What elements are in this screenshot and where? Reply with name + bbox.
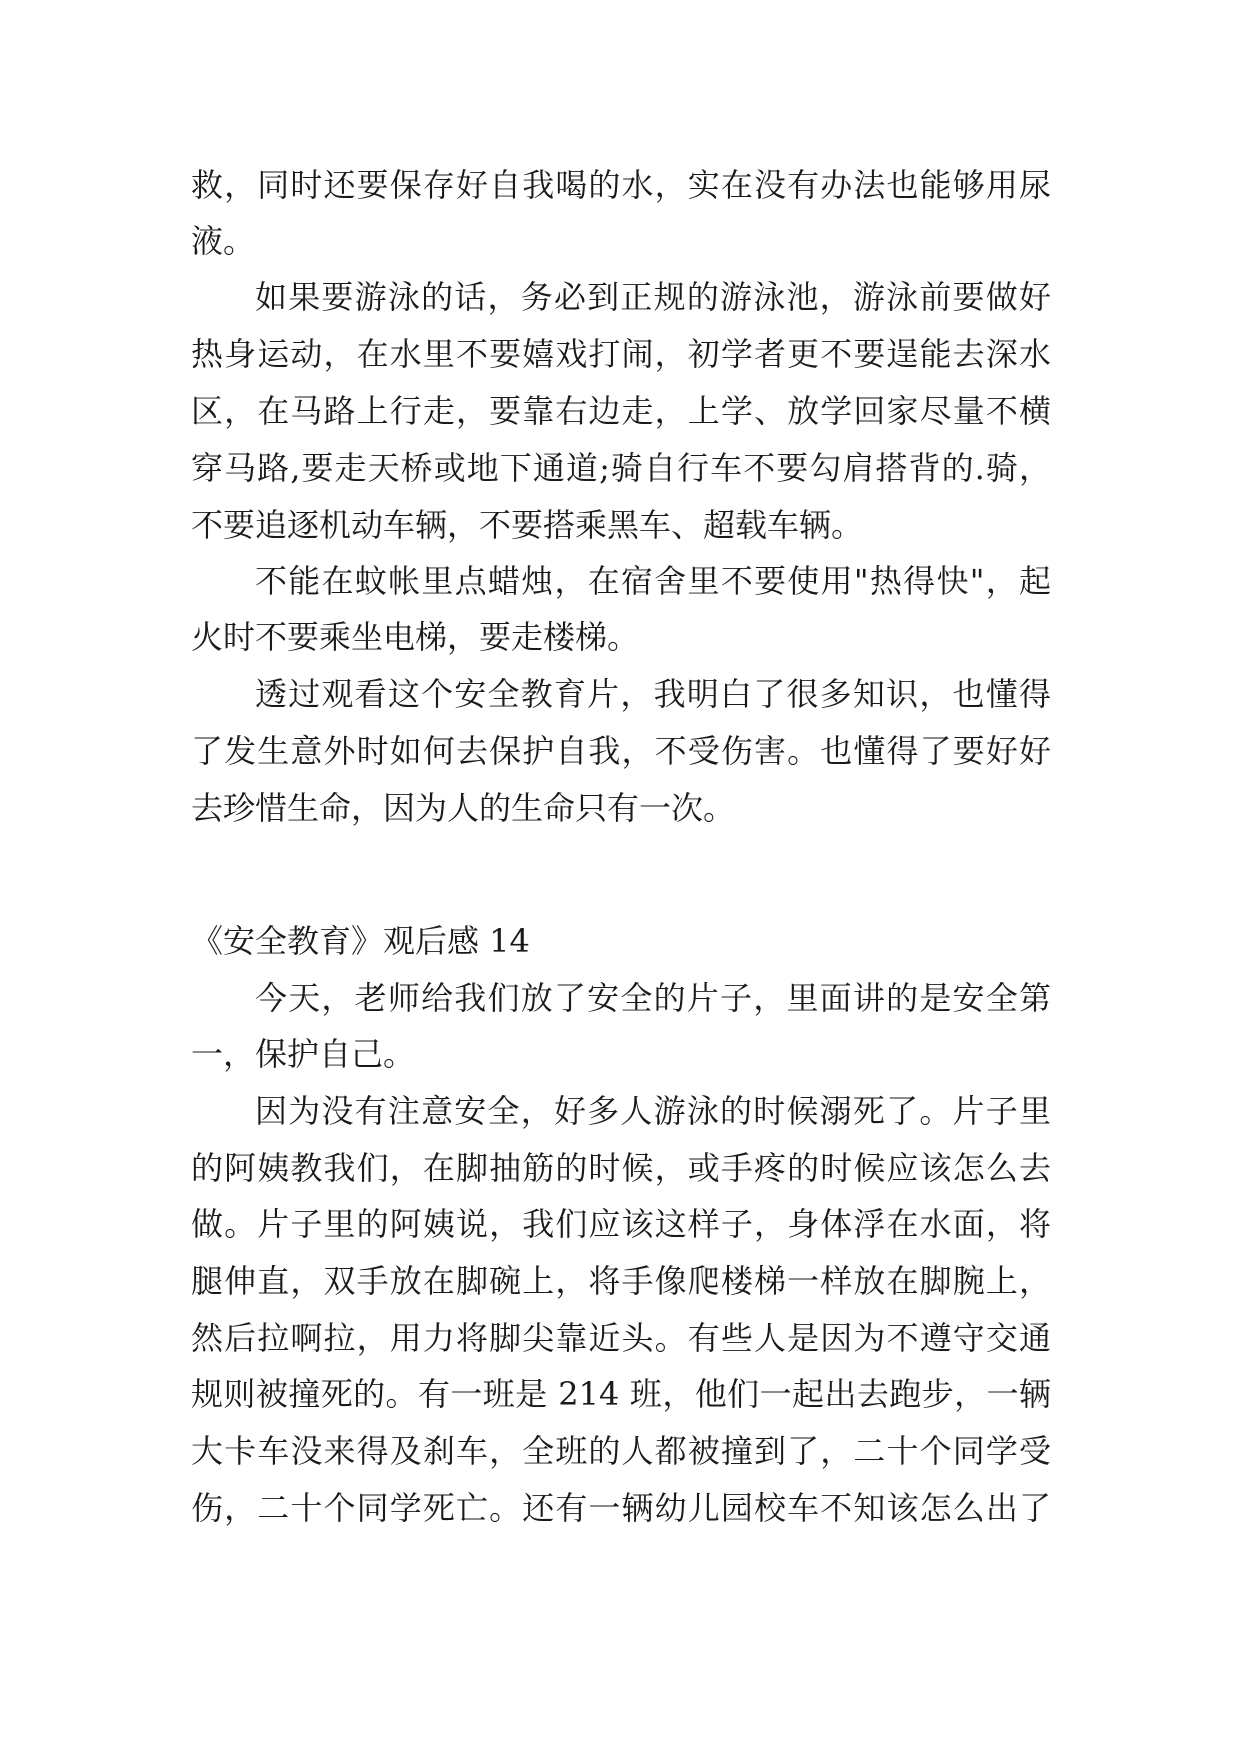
text-line: 的阿姨教我们，在脚抽筋的时候，或手疼的时候应该怎么去	[191, 1149, 1051, 1187]
text-line: 然后拉啊拉，用力将脚尖靠近头。有些人是因为不遵守交通	[191, 1319, 1051, 1357]
text-line: 做。片子里的阿姨说，我们应该这样子，身体浮在水面，将	[191, 1205, 1051, 1243]
text-line: 去珍惜生命，因为人的生命只有一次。	[191, 789, 736, 827]
text-line: 大卡车没来得及刹车，全班的人都被撞到了，二十个同学受	[191, 1432, 1051, 1470]
text-line: 区，在马路上行走，要靠右边走，上学、放学回家尽量不横	[191, 392, 1051, 430]
text-line: 救，同时还要保存好自我喝的水，实在没有办法也能够用尿	[191, 166, 1051, 204]
text-line: 不要追逐机动车辆，不要搭乘黑车、超载车辆。	[191, 506, 864, 544]
text-line: 火时不要乘坐电梯，要走楼梯。	[191, 618, 640, 656]
text-line: 了发生意外时如何去保护自我，不受伤害。也懂得了要好好	[191, 732, 1051, 770]
paragraph-first-line: 因为没有注意安全，好多人游泳的时候溺死了。片子里	[255, 1092, 1051, 1130]
paragraph-first-line: 透过观看这个安全教育片，我明白了很多知识，也懂得	[255, 675, 1051, 713]
text-line: 腿伸直，双手放在脚碗上，将手像爬楼梯一样放在脚腕上，	[191, 1262, 1051, 1300]
text-line: 规则被撞死的。有一班是 214 班，他们一起出去跑步，一辆	[191, 1375, 1051, 1413]
paragraph-first-line: 如果要游泳的话，务必到正规的游泳池，游泳前要做好	[255, 278, 1051, 316]
paragraph-first-line: 不能在蚊帐里点蜡烛，在宿舍里不要使用"热得快"，起	[255, 562, 1051, 600]
paragraph-first-line: 今天，老师给我们放了安全的片子，里面讲的是安全第	[255, 979, 1051, 1017]
text-line: 热身运动，在水里不要嬉戏打闹，初学者更不要逞能去深水	[191, 335, 1051, 373]
text-line: 伤，二十个同学死亡。还有一辆幼儿园校车不知该怎么出了	[191, 1489, 1051, 1527]
text-line: 穿马路,要走天桥或地下通道;骑自行车不要勾肩搭背的.骑，	[191, 449, 1051, 487]
text-line: 液。	[191, 222, 256, 260]
section-heading: 《安全教育》观后感 14	[191, 922, 530, 960]
text-line: 一，保护自己。	[191, 1035, 416, 1073]
